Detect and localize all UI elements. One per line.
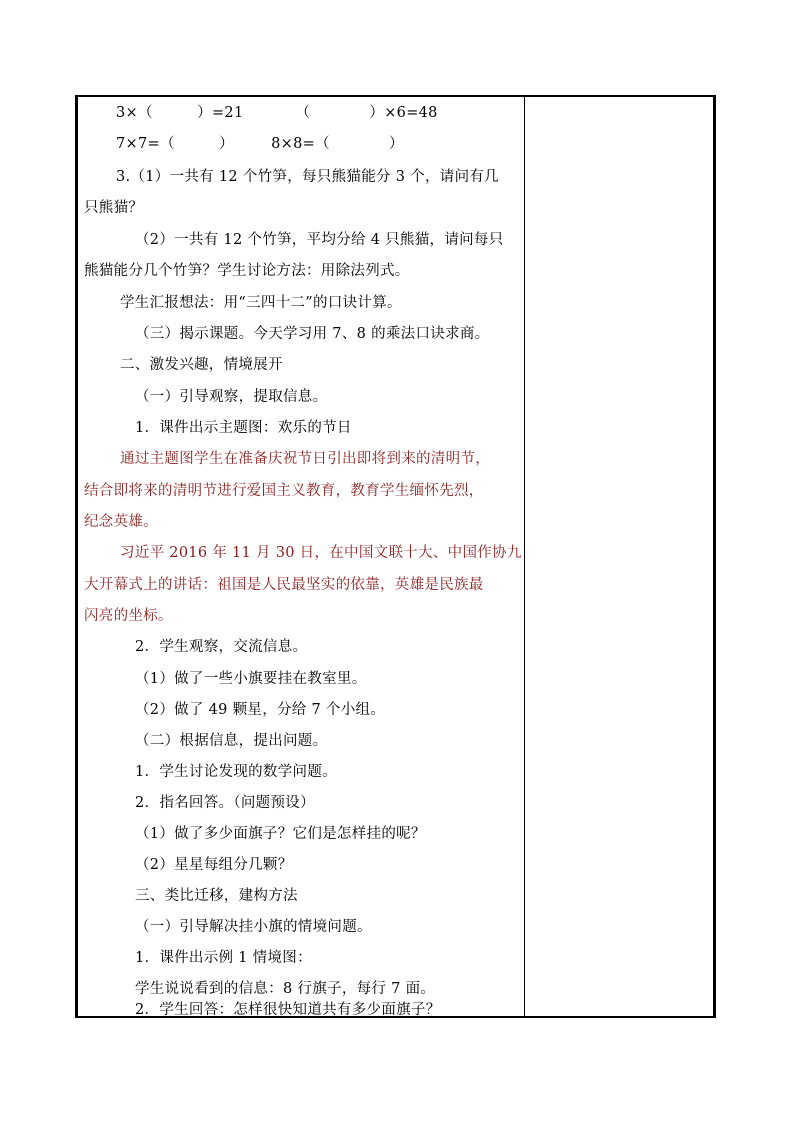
subsection-1: （一）引导观察，提取信息。 [135,389,328,405]
example-1: 1．课件出示例 1 情境图： [135,950,312,966]
discuss-step-1: 1．学生讨论发现的数学问题。 [135,764,337,780]
exercise-line-2: 7×7=（ ） 8×8=（ ） [116,136,404,152]
red-note-3: 纪念英雄。 [84,514,158,530]
subsection-3: （一）引导解决挂小旗的情境问题。 [135,919,372,935]
preset-question-2: （2）星星每组分几颗？ [135,857,293,873]
notes-cell [528,97,710,1015]
exercise-line-1: 3×（ ）=21 （ ）×6=48 [116,105,438,121]
student-report: 学生汇报想法：用“三四十二”的口诀计算。 [120,295,402,311]
student-answer: 2．学生回答：怎样很快知道共有多少面旗子？ [135,1002,441,1018]
question-3-2-cont: 熊猫能分几个竹笋？学生讨论方法：用除法列式。 [84,263,410,279]
table-border-left [75,95,78,1018]
discuss-step-2: 2．指名回答。（问题预设） [135,795,315,811]
lesson-content-cell [84,97,522,1018]
step-1-theme: 1．课件出示主题图：欢乐的节日 [135,420,352,436]
subsection-2: （二）根据信息，提出问题。 [135,733,328,749]
question-3-1-cont: 只熊猫？ [84,200,144,216]
question-3-1: 3.（1）一共有 12 个竹笋，每只熊猫能分 3 个，请问有几 [116,169,499,185]
table-border-right [713,95,716,1018]
red-note-1: 通过主题图学生在准备庆祝节日引出即将到来的清明节， [120,451,490,467]
red-note-2: 结合即将来的清明节进行爱国主义教育，教育学生缅怀先烈， [84,483,484,499]
student-info: 学生说说看到的信息：8 行旗子，每行 7 面。 [135,981,436,997]
table-column-divider [524,95,525,1018]
reveal-topic: （三）揭示课题。今天学习用 7、8 的乘法口诀求商。 [135,326,490,342]
question-3-2: （2）一共有 12 个竹笋，平均分给 4 只熊猫，请问每只 [135,232,504,248]
quote-line-3: 闪亮的坐标。 [84,608,173,624]
step-2-observe: 2．学生观察，交流信息。 [135,639,308,655]
info-1: （1）做了一些小旗要挂在教室里。 [135,671,367,687]
quote-line-2: 大开幕式上的讲话：祖国是人民最坚实的依靠，英雄是民族最 [84,577,484,593]
section-heading-2: 二、激发兴趣，情境展开 [120,357,283,373]
quote-line-1: 习近平 2016 年 11 月 30 日，在中国文联十大、中国作协九 [120,545,522,561]
preset-question-1: （1）做了多少面旗子？它们是怎样挂的呢？ [135,826,426,842]
section-heading-3: 三、类比迁移，建构方法 [135,888,298,904]
info-2: （2）做了 49 颗星，分给 7 个小组。 [135,702,386,718]
